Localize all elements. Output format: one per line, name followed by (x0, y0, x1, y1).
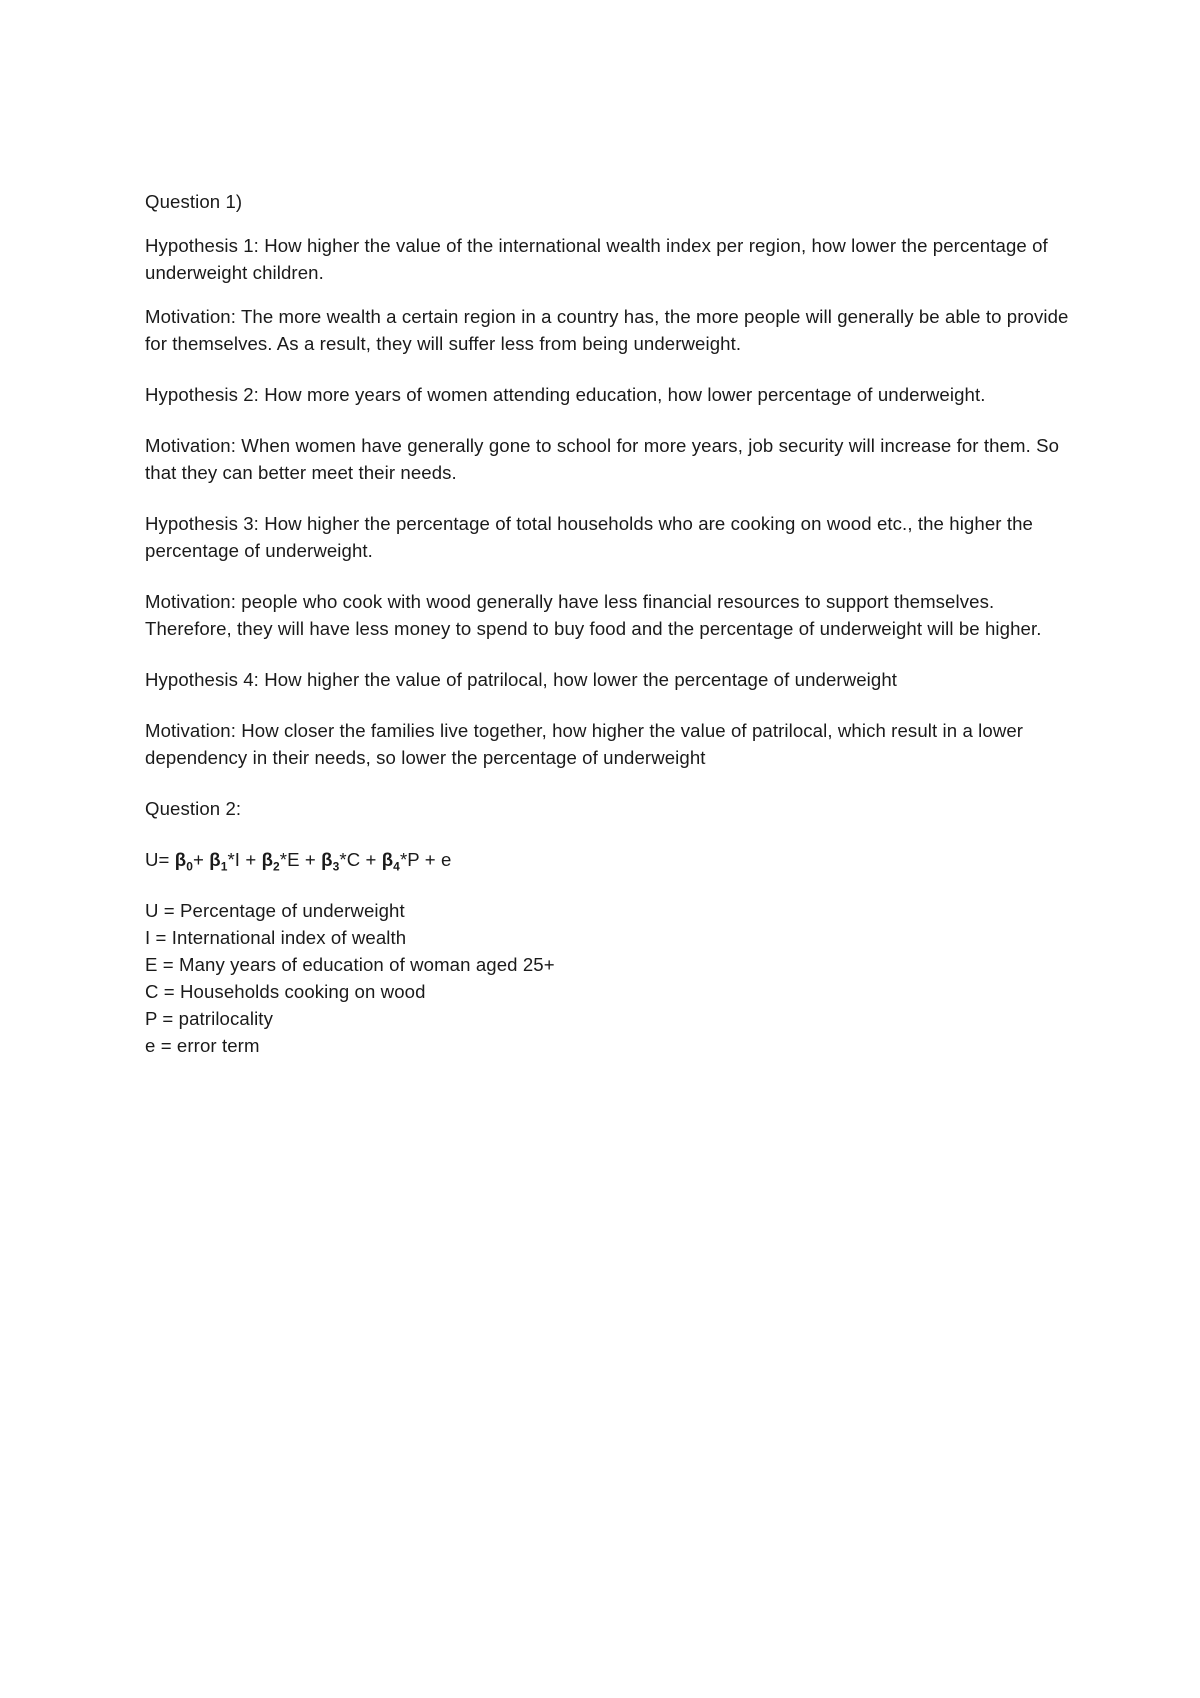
question-1-heading: Question 1) (145, 191, 243, 212)
motivation-1: Motivation: The more wealth a certain region in a country has, the more people will generally be able to provide for themselves. As a result, they will suffer less from being underweight. (145, 306, 1074, 354)
regression-formula (145, 846, 1075, 873)
formula-term: *P + e (399, 849, 452, 870)
formula-term: + (193, 849, 210, 870)
beta-symbol: β (261, 849, 274, 870)
motivation-3: Motivation: people who cook with wood generally have less financial resources to support themselves. Therefore, they will have less money to spend to buy food and the percentage of underweight will be higher. (145, 591, 1042, 639)
beta-symbol: β (209, 849, 221, 870)
formula-term: *I + (227, 849, 262, 870)
question-2-heading: Question 2: (145, 798, 242, 819)
motivation-2: Motivation: When women have generally gone to school for more years, job security will increase for them. So that they can better meet their needs. (145, 435, 1065, 483)
document-page (145, 188, 1075, 1059)
definition-line: U = Percentage of underweight (145, 900, 405, 921)
definition-line: C = Households cooking on wood (145, 981, 426, 1002)
definition-line: E = Many years of education of woman aged 25+ (145, 954, 555, 975)
hypothesis-3: Hypothesis 3: How higher the percentage of total households who are cooking on wood etc., the higher the percentage of underweight. (145, 513, 1039, 561)
definition-line: P = patrilocality (145, 1008, 273, 1029)
hypothesis-4: Hypothesis 4: How higher the value of patrilocal, how lower the percentage of underweight (145, 669, 898, 690)
motivation-4: Motivation: How closer the families live together, how higher the value of patrilocal, which result in a lower dependency in their needs, so lower the percentage of underweight (145, 720, 1029, 768)
beta-symbol: β (321, 849, 333, 870)
beta-subscript: 4 (393, 859, 400, 874)
beta-subscript: 3 (332, 859, 340, 874)
beta-subscript: 1 (220, 859, 228, 874)
beta-symbol: β (381, 849, 394, 870)
beta-subscript: 2 (273, 859, 280, 874)
formula-term: *E + (279, 849, 322, 870)
formula-lhs: U= (145, 849, 175, 870)
variable-definitions (145, 897, 1075, 1059)
hypothesis-2: Hypothesis 2: How more years of women attending education, how lower percentage of underweight. (145, 384, 986, 405)
definition-line: I = International index of wealth (145, 927, 407, 948)
formula-term: *C + (339, 849, 382, 870)
beta-subscript: 0 (186, 859, 193, 874)
beta-symbol: β (174, 849, 187, 870)
definition-line: e = error term (145, 1035, 260, 1056)
hypothesis-1: Hypothesis 1: How higher the value of the international wealth index per region, how lower the percentage of underweight children. (145, 235, 1054, 283)
